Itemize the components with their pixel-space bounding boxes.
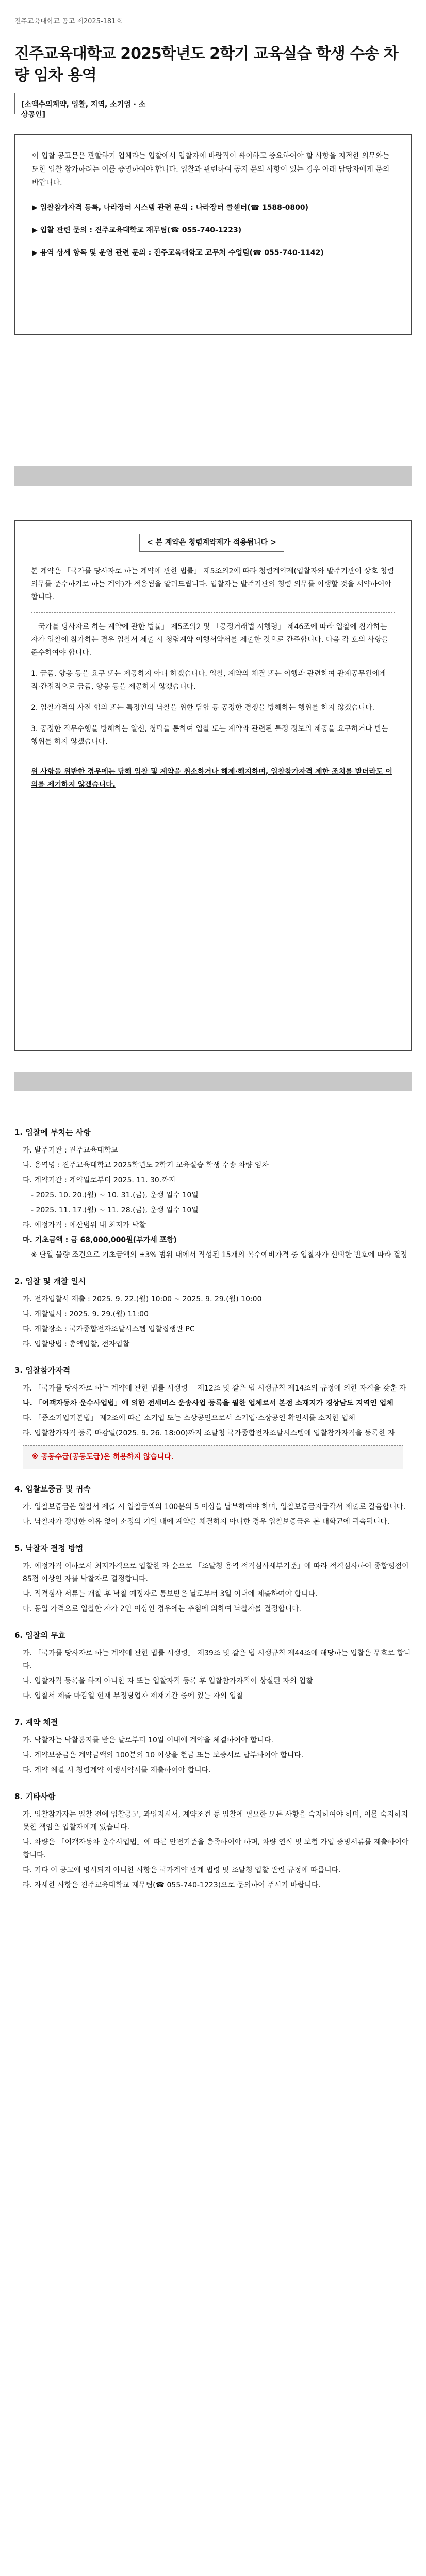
section-title: 2. 입찰 및 개찰 일시 [14,1277,86,1286]
body-line: 가. 「국가를 당사자로 하는 계약에 관한 법률 시행령」 제39조 및 같은 법 시행규칙 제44조에 해당하는 입찰은 무효로 합니다. [23,1649,411,1670]
body-line: 가. 입찰참가자는 입찰 전에 입찰공고, 과업지시서, 계약조건 등 입찰에 필요한 모든 사항을 숙지하여야 하며, 이를 숙지하지 못한 책임은 입찰자에게 있습니다. [23,1810,408,1832]
contact-registration: ▶ 입찰참가자격 등록, 나라장터 시스템 관련 문의 : 나라장터 콜센터(☎ 1588-0800) [32,204,309,212]
body-line: 마. 기초금액 : 금 68,000,000원(부가세 포함) [23,1236,177,1244]
body-line: 라. 예정가격 : 예산범위 내 최저가 낙찰 [23,1221,146,1229]
body-line: 다. 기타 이 공고에 명시되지 아니한 사항은 국가계약 관계 법령 및 조달청 입찰 관련 규정에 따릅니다. [23,1866,341,1874]
section-title: 1. 입찰에 부치는 사항 [14,1128,91,1137]
contact-operation: ▶ 용역 상세 항목 및 운영 관련 문의 : 진주교육대학교 교무처 수업팀(☎ 055-740-1142) [32,249,324,257]
intro-box [14,134,412,335]
body-line: 다. 개찰장소 : 국가종합전자조달시스템 입찰집행관 PC [23,1325,195,1333]
section-title: 6. 입찰의 무효 [14,1631,66,1640]
body-line: 나. 적격심사 서류는 개찰 후 낙찰 예정자로 통보받은 날로부터 3일 이내에 제출하여야 합니다. [23,1590,318,1598]
body-line: 나. 입찰자격 등록을 하지 아니한 자 또는 입찰자격 등록 후 입찰참가자격이 상실된 자의 입찰 [23,1677,313,1685]
body-line: ※ 단일 물량 조건으로 기초금액의 ±3% 범위 내에서 작성된 15개의 복수예비가격 중 입찰자가 선택한 번호에 따라 결정 [31,1251,407,1259]
contract-type-box: [소액수의계약, 입찰, 지역, 소기업 · 소상공인] [14,93,156,114]
body-line: 가. 전자입찰서 제출 : 2025. 9. 22.(월) 10:00 ~ 2025. 9. 29.(월) 10:00 [23,1295,262,1303]
body-line: 가. 낙찰자는 낙찰통지를 받은 날로부터 10일 이내에 계약을 체결하여야 합니다. [23,1736,274,1744]
section-title: 4. 입찰보증금 및 귀속 [14,1484,91,1494]
notice-number: 진주교육대학교 공고 제2025-181호 [14,18,122,25]
body-line: 가. 예정가격 이하로서 최저가격으로 입찰한 자 순으로 「조달청 용역 적격심사세부기준」에 따라 적격심사하여 종합평점이 85점 이상인 자를 낙찰자로 결정합니다. [23,1562,409,1583]
integrity-item: 2. 입찰가격의 사전 협의 또는 특정인의 낙찰을 위한 담합 등 공정한 경쟁을 방해하는 행위를 하지 않겠습니다. [31,704,375,712]
dashed-divider [31,612,395,613]
body-line: 가. 입찰보증금은 입찰서 제출 시 입찰금액의 100분의 5 이상을 납부하여야 하며, 입찰보증금지급각서 제출로 갈음합니다. [23,1503,406,1511]
body-line: 다. 계약 체결 시 청렴계약 이행서약서를 제출하여야 합니다. [23,1766,211,1774]
integrity-warning: 위 사항을 위반한 경우에는 당해 입찰 및 계약을 취소하거나 해제·해지하며, 입찰참가자격 제한 조치를 받더라도 이의를 제기하지 않겠습니다. [31,768,392,789]
integrity-item: 1. 금품, 향응 등을 요구 또는 제공하지 아니 하겠습니다. 입찰, 계약의 체결 또는 이행과 관련하여 관계공무원에게 직·간접적으로 금품, 향응 등을 제공하지 않겠습니다. [31,670,386,691]
body-line: 가. 「국가를 당사자로 하는 계약에 관한 법률 시행령」 제12조 및 같은 법 시행규칙 제14조의 규정에 의한 자격을 갖춘 자 [23,1384,406,1393]
section-divider-bar [14,466,412,486]
notice-body [14,1113,412,1894]
body-line: 나. 낙찰자가 정당한 이유 없이 소정의 기일 내에 계약을 체결하지 아니한 경우 입찰보증금은 본 대학교에 귀속됩니다. [23,1518,390,1526]
body-line: 가. 발주기관 : 진주교육대학교 [23,1146,118,1155]
body-line: 나. 「여객자동차 운수사업법」에 의한 전세버스 운송사업 등록을 필한 업체로서 본점 소재지가 경상남도 지역인 업체 [23,1399,394,1408]
body-line: - 2025. 11. 17.(월) ~ 11. 28.(금), 운행 일수 10일 [31,1206,199,1214]
body-line: 나. 개찰일시 : 2025. 9. 29.(월) 11:00 [23,1310,149,1318]
contact-bid: ▶ 입찰 관련 문의 : 진주교육대학교 재무팀(☎ 055-740-1223) [32,226,242,234]
body-line: 다. 계약기간 : 계약일로부터 2025. 11. 30.까지 [23,1176,176,1184]
section-title: 8. 기타사항 [14,1792,56,1801]
integrity-paragraph: 본 계약은 「국가를 당사자로 하는 계약에 관한 법률」 제5조의2에 따라 청렴계약제(입찰자와 발주기관이 상호 청렴의무를 준수하기로 하는 계약)가 적용됨을 알려드립니다. 입찰자는 발주기관의 청렴 의무를 이행할 것을 서약하여야 합니다. [31,567,395,601]
integrity-paragraph: 「국가를 당사자로 하는 계약에 관한 법률」 제5조의2 및 「공정거래법 시행령」 제46조에 따라 입찰에 참가하는 자가 입찰에 참가하는 경우 입찰서 제출 시 청렴계약 이행서약서를 제출한 것으로 간주합니다. 다음 각 호의 사항을 준수하여야 합니다. [31,623,389,657]
section-title: 5. 낙찰자 결정 방법 [14,1544,84,1553]
section-title: 7. 계약 체결 [14,1718,58,1727]
body-line: 나. 용역명 : 진주교육대학교 2025학년도 2학기 교육실습 학생 수송 차량 임차 [23,1161,269,1170]
body-line: 다. 입찰서 제출 마감일 현재 부정당업자 제재기간 중에 있는 자의 입찰 [23,1692,243,1700]
body-line: 라. 입찰참가자격 등록 마감일(2025. 9. 26. 18:00)까지 조달청 국가종합전자조달시스템에 입찰참가자격을 등록한 자 [23,1429,395,1437]
joint-bid-note: ※ 공동수급(공동도급)은 허용하지 않습니다. [23,1445,403,1469]
section-divider-bar [14,1072,412,1091]
body-line: 라. 자세한 사항은 진주교육대학교 재무팀(☎ 055-740-1223)으로 문의하여 주시기 바랍니다. [23,1881,321,1889]
body-line: - 2025. 10. 20.(월) ~ 10. 31.(금), 운행 일수 10일 [31,1191,199,1199]
body-line: 나. 차량은 「여객자동차 운수사업법」에 따른 안전기준을 충족하여야 하며, 차량 연식 및 보험 가입 증빙서류를 제출하여야 합니다. [23,1838,409,1859]
body-line: 라. 입찰방법 : 총액입찰, 전자입찰 [23,1340,130,1348]
body-line: 나. 계약보증금은 계약금액의 100분의 10 이상을 현금 또는 보증서로 납부하여야 합니다. [23,1751,304,1759]
integrity-item: 3. 공정한 직무수행을 방해하는 알선, 청탁을 통하여 입찰 또는 계약과 관련된 특정 정보의 제공을 요구하거나 받는 행위를 하지 않겠습니다. [31,725,389,746]
page-title: 진주교육대학교 2025학년도 2학기 교육실습 학생 수송 차량 임차 용역 [14,45,398,84]
body-line: 다. 동일 가격으로 입찰한 자가 2인 이상인 경우에는 추첨에 의하여 낙찰자를 결정합니다. [23,1605,302,1613]
integrity-notice-box [14,520,412,1051]
intro-paragraph: 이 입찰 공고문은 관할하기 업체라는 입찰에서 입찰자에 바람직이 싸이하고 중요하여야 할 사항을 지적한 의무와는 또한 입찰 참가하려는 이를 증명하여야 합니다. 입찰과 관련하여 공지 문의 사항이 있는 경우 아래 담당자에게 문의 바랍니다. [32,152,390,187]
section-title: 3. 입찰참가자격 [14,1366,71,1375]
body-line: 다. 「중소기업기본법」 제2조에 따른 소기업 또는 소상공인으로서 소기업·소상공인 확인서를 소지한 업체 [23,1414,355,1422]
integrity-notice-heading: < 본 계약은 청렴계약제가 적용됩니다 > [139,534,284,552]
